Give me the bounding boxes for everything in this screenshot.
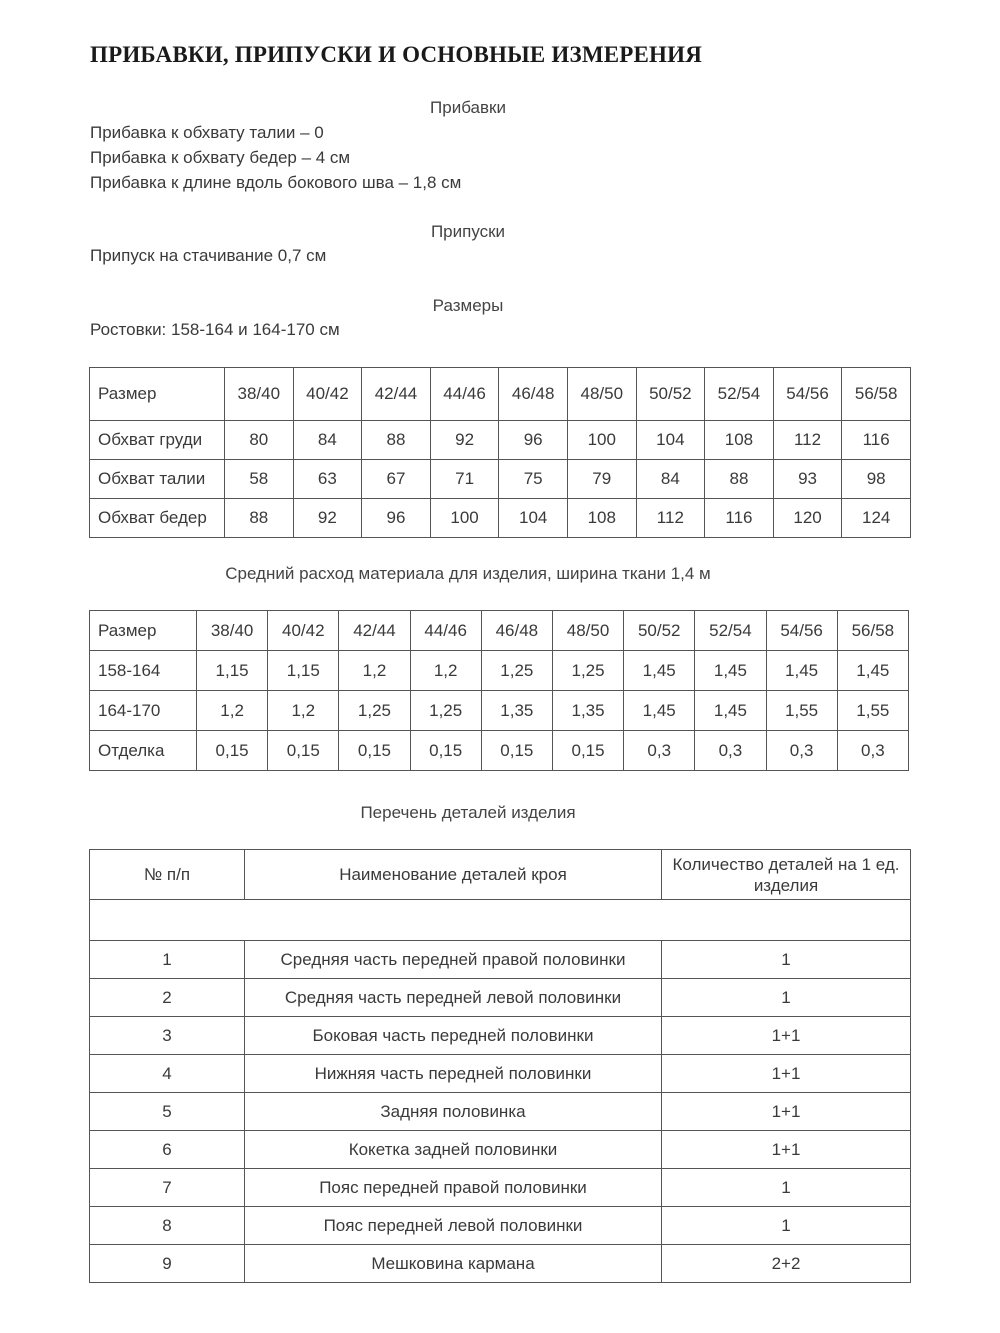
header-cell: 38/40	[225, 368, 294, 421]
table-header-row	[90, 850, 911, 900]
table-row	[90, 691, 909, 731]
row-label: 158-164	[90, 651, 197, 691]
table-row	[90, 1055, 911, 1093]
header-cell: 52/54	[695, 611, 766, 651]
table-cell: 1,35	[552, 691, 623, 731]
table-row	[90, 1131, 911, 1169]
parts-heading: Перечень деталей изделия	[360, 803, 576, 822]
table-cell: 1	[662, 1207, 911, 1245]
table-row	[90, 941, 911, 979]
header-cell: Размер	[90, 611, 197, 651]
table-cell: 120	[773, 499, 842, 538]
table-cell: Пояс передней левой половинки	[245, 1207, 662, 1245]
table-cell: 112	[636, 499, 705, 538]
header-cell: 50/52	[636, 368, 705, 421]
table-cell: 96	[362, 499, 431, 538]
table-cell: 0,3	[624, 731, 695, 771]
table-cell: 88	[705, 460, 774, 499]
table-cell: 0,15	[410, 731, 481, 771]
table-row	[90, 1017, 911, 1055]
table-cell: 108	[705, 421, 774, 460]
table-cell: 98	[842, 460, 911, 499]
table-cell: 1,45	[837, 651, 908, 691]
header-cell: 52/54	[705, 368, 774, 421]
table-cell: 124	[842, 499, 911, 538]
table-cell: 1,35	[481, 691, 552, 731]
header-cell: 48/50	[552, 611, 623, 651]
table-cell: 1	[662, 1169, 911, 1207]
table-cell: Задняя половинка	[245, 1093, 662, 1131]
empty-row	[90, 900, 911, 941]
allowance-waist: Прибавка к обхвату талии – 0	[90, 123, 324, 142]
table-cell: 1,2	[339, 651, 410, 691]
allowances-heading: Прибавки	[430, 98, 506, 117]
table-cell: 1,2	[268, 691, 339, 731]
table-cell: Нижняя часть передней половинки	[245, 1055, 662, 1093]
table-row	[90, 421, 911, 460]
table-cell: 116	[842, 421, 911, 460]
table-cell: 92	[293, 499, 362, 538]
table-cell: 0,3	[837, 731, 908, 771]
seam-allowance-line: Припуск на стачивание 0,7 см	[90, 246, 327, 265]
table-cell: 1,25	[339, 691, 410, 731]
header-cell: Наименование деталей кроя	[245, 850, 662, 900]
table-cell: 1,45	[766, 651, 837, 691]
table-cell: 63	[293, 460, 362, 499]
sizes-table	[89, 367, 911, 538]
table-row	[90, 731, 909, 771]
header-cell: 40/42	[268, 611, 339, 651]
table-cell: 1+1	[662, 1093, 911, 1131]
table-cell: 67	[362, 460, 431, 499]
row-label: 164-170	[90, 691, 197, 731]
table-cell: 2	[90, 979, 245, 1017]
header-cell: 50/52	[624, 611, 695, 651]
header-cell: 54/56	[766, 611, 837, 651]
table-cell: 84	[636, 460, 705, 499]
table-cell: 1+1	[662, 1131, 911, 1169]
table-cell: 0,15	[268, 731, 339, 771]
header-cell: 38/40	[197, 611, 268, 651]
header-cell: 44/46	[430, 368, 499, 421]
table-cell: 88	[362, 421, 431, 460]
table-cell: 100	[430, 499, 499, 538]
table-cell: 58	[225, 460, 294, 499]
header-cell: 44/46	[410, 611, 481, 651]
table-cell: Средняя часть передней левой половинки	[245, 979, 662, 1017]
table-cell: 88	[225, 499, 294, 538]
table-header-row	[90, 611, 909, 651]
header-cell: Размер	[90, 368, 225, 421]
table-cell: 71	[430, 460, 499, 499]
table-cell: 2+2	[662, 1245, 911, 1283]
table-cell: 104	[636, 421, 705, 460]
table-cell: 1	[90, 941, 245, 979]
table-cell: 1,45	[624, 651, 695, 691]
page-title: ПРИБАВКИ, ПРИПУСКИ И ОСНОВНЫЕ ИЗМЕРЕНИЯ	[90, 42, 703, 67]
table-cell: 1,25	[552, 651, 623, 691]
header-cell: 42/44	[339, 611, 410, 651]
table-cell: Боковая часть передней половинки	[245, 1017, 662, 1055]
table-cell: 116	[705, 499, 774, 538]
table-cell: 0,15	[197, 731, 268, 771]
table-cell: 0,3	[766, 731, 837, 771]
table-cell: 5	[90, 1093, 245, 1131]
header-cell: 56/58	[837, 611, 908, 651]
table-cell: 1,25	[410, 691, 481, 731]
row-label: Обхват бедер	[90, 499, 225, 538]
table-row	[90, 979, 911, 1017]
header-cell: 42/44	[362, 368, 431, 421]
table-cell: 104	[499, 499, 568, 538]
row-label: Обхват груди	[90, 421, 225, 460]
table-cell: 1,2	[410, 651, 481, 691]
table-cell: 79	[567, 460, 636, 499]
table-cell: 1+1	[662, 1055, 911, 1093]
table-row	[90, 1169, 911, 1207]
fabric-consumption-table	[89, 610, 909, 771]
table-cell: 1,45	[695, 691, 766, 731]
header-cell: 40/42	[293, 368, 362, 421]
table-cell: 1,2	[197, 691, 268, 731]
header-cell: Количество деталей на 1 ед. изделия	[662, 850, 911, 900]
table-cell: 0,15	[339, 731, 410, 771]
table-row	[90, 460, 911, 499]
header-cell: № п/п	[90, 850, 245, 900]
header-cell: 46/48	[499, 368, 568, 421]
table-cell: 6	[90, 1131, 245, 1169]
table-cell: Пояс передней правой половинки	[245, 1169, 662, 1207]
row-label: Отделка	[90, 731, 197, 771]
seam-allowances-heading: Припуски	[430, 222, 506, 241]
table-cell: 1	[662, 979, 911, 1017]
table-cell: Кокетка задней половинки	[245, 1131, 662, 1169]
table-header-row	[90, 368, 911, 421]
table-cell: 93	[773, 460, 842, 499]
header-cell: 46/48	[481, 611, 552, 651]
table-cell: 0,15	[552, 731, 623, 771]
table-cell: 7	[90, 1169, 245, 1207]
table-cell: 96	[499, 421, 568, 460]
table-cell: 84	[293, 421, 362, 460]
table-cell: 1,15	[197, 651, 268, 691]
table-cell: 1,55	[837, 691, 908, 731]
row-label: Обхват талии	[90, 460, 225, 499]
fabric-heading: Средний расход материала для изделия, ширина ткани 1,4 м	[225, 564, 711, 583]
table-cell: 108	[567, 499, 636, 538]
parts-table	[89, 849, 911, 1283]
table-cell: Средняя часть передней правой половинки	[245, 941, 662, 979]
heights-line: Ростовки: 158-164 и 164-170 см	[90, 320, 340, 339]
table-cell: 1,25	[481, 651, 552, 691]
table-cell: 1+1	[662, 1017, 911, 1055]
table-cell: 4	[90, 1055, 245, 1093]
table-cell: 75	[499, 460, 568, 499]
table-cell: 92	[430, 421, 499, 460]
table-cell: 0,15	[481, 731, 552, 771]
table-cell: 1,15	[268, 651, 339, 691]
table-cell: Мешковина кармана	[245, 1245, 662, 1283]
table-row	[90, 1093, 911, 1131]
table-cell: 3	[90, 1017, 245, 1055]
table-cell: 1	[662, 941, 911, 979]
table-cell: 8	[90, 1207, 245, 1245]
table-cell: 112	[773, 421, 842, 460]
table-cell: 100	[567, 421, 636, 460]
header-cell: 48/50	[567, 368, 636, 421]
allowance-hips: Прибавка к обхвату бедер – 4 см	[90, 148, 351, 167]
table-row	[90, 1207, 911, 1245]
table-cell: 0,3	[695, 731, 766, 771]
table-row	[90, 499, 911, 538]
table-cell: 9	[90, 1245, 245, 1283]
sizes-heading: Размеры	[432, 296, 504, 315]
table-row	[90, 1245, 911, 1283]
table-cell: 1,55	[766, 691, 837, 731]
header-cell: 54/56	[773, 368, 842, 421]
allowance-side-length: Прибавка к длине вдоль бокового шва – 1,8 см	[90, 173, 462, 192]
header-cell: 56/58	[842, 368, 911, 421]
table-row	[90, 651, 909, 691]
table-cell: 1,45	[695, 651, 766, 691]
table-cell: 80	[225, 421, 294, 460]
table-cell: 1,45	[624, 691, 695, 731]
empty-cell	[90, 900, 911, 941]
